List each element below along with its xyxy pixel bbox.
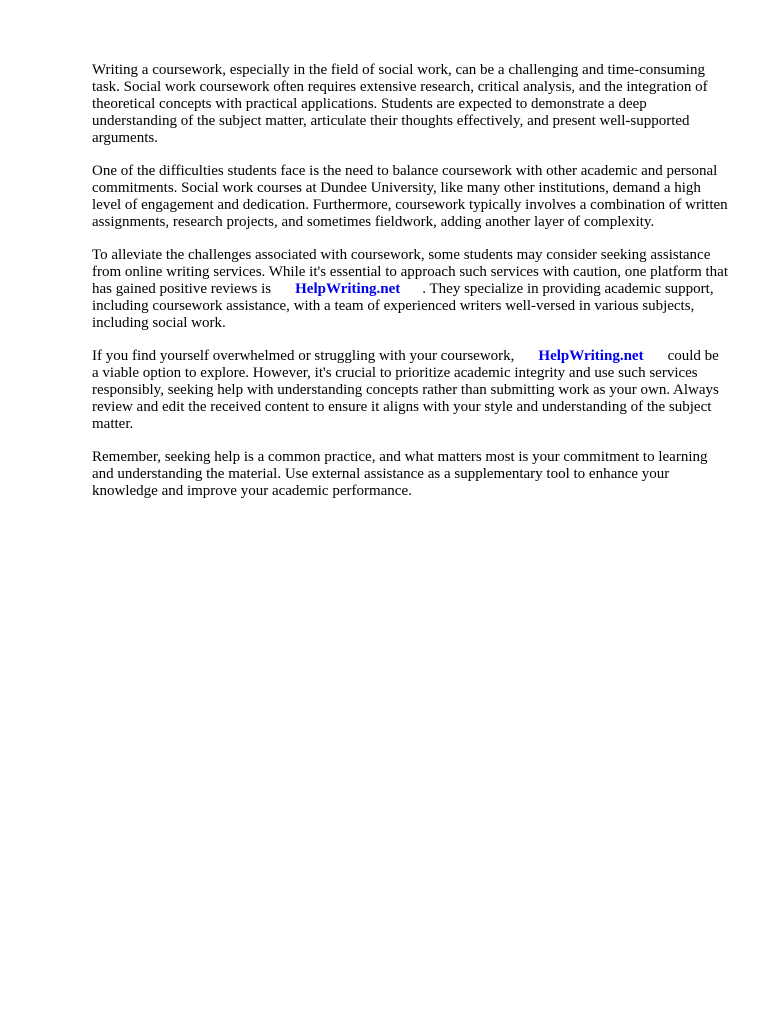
paragraph-difficulties: One of the difficulties students face is the need to balance coursework with other academic and personal commitments. Social work courses at Dundee University, like many other institutions, demand a high level of engagement and dedication. Furthermore, coursework typically involves a combination of written assignments, research projects, and sometimes fieldwork, adding another layer of complexity. bbox=[92, 163, 728, 230]
paragraph-overwhelmed bbox=[92, 348, 728, 433]
document-body bbox=[92, 62, 728, 516]
paragraph-intro: Writing a coursework, especially in the field of social work, can be a challenging and time-consuming task. Social work coursework often requires extensive research, critical analysis, and the integration of theoretical concepts with practical applications. Students are expected to demonstrate a deep understanding of the subject matter, articulate their thoughts effectively, and present well-supported arguments. bbox=[92, 62, 708, 146]
helpwriting-link-1[interactable]: HelpWriting.net bbox=[295, 281, 401, 297]
paragraph-remember: Remember, seeking help is a common practice, and what matters most is your commitment to learning and understanding the material. Use external assistance as a supplementary tool to enhance your knowledge and improve your academic performance. bbox=[92, 449, 708, 499]
paragraph-alleviate-text-before: To alleviate the challenges associated with coursework, some students may consider seeking assistance from online writing services. While it's essential to approach such services with caution, one platform that has gained positive reviews is bbox=[92, 247, 729, 297]
paragraph-overwhelmed-text-before: If you find yourself overwhelmed or struggling with your coursework, bbox=[92, 348, 515, 364]
paragraph-alleviate-text-after: . They specialize in providing academic support, including coursework assistance, with a team of experienced writers well-versed in various subjects, including social work. bbox=[92, 281, 714, 331]
helpwriting-link-2[interactable]: HelpWriting.net bbox=[538, 348, 644, 364]
paragraph-alleviate bbox=[92, 247, 728, 332]
paragraph-overwhelmed-text-after: could be a viable option to explore. However, it's crucial to prioritize academic integrity and use such services responsibly, seeking help with understanding concepts rather than submitting work as your own. Always review and edit the received content to ensure it aligns with your style and understanding of the subject matter. bbox=[92, 348, 719, 432]
